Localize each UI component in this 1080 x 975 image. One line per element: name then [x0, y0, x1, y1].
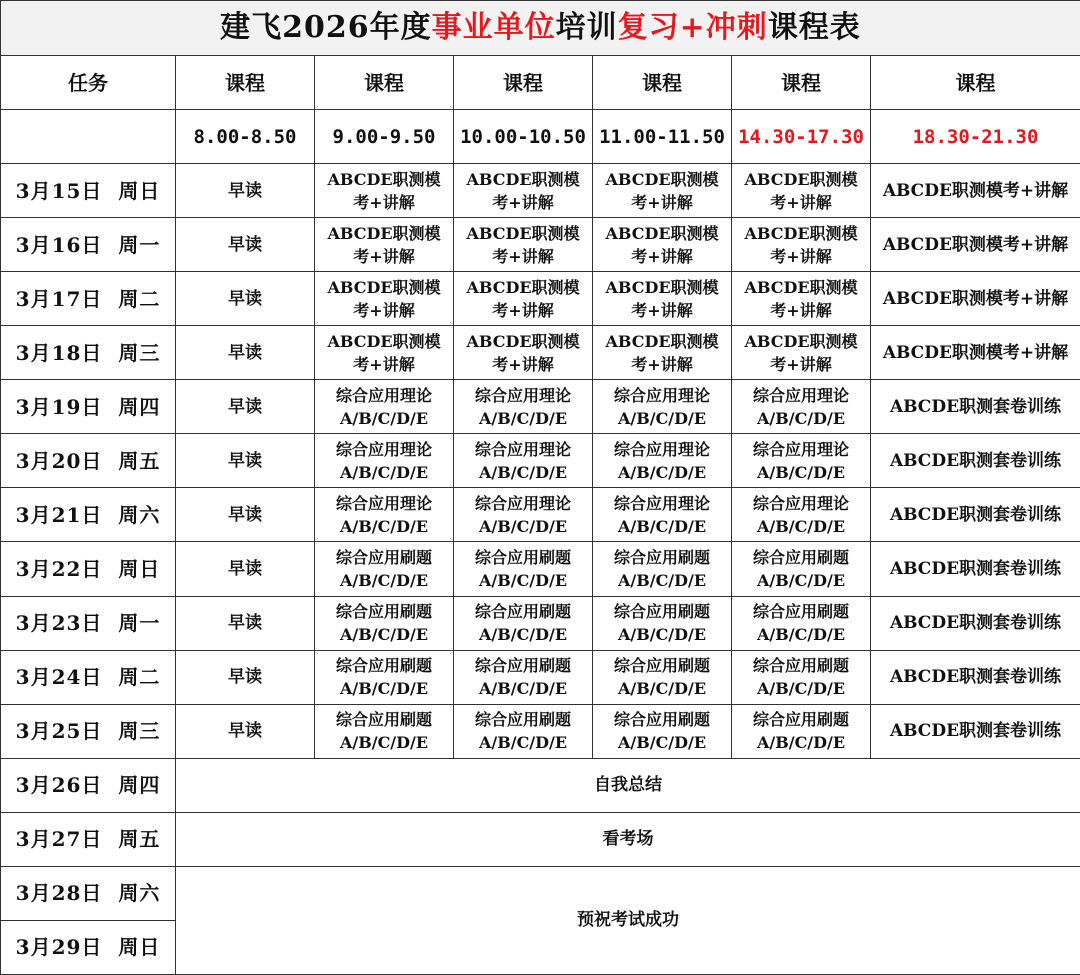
course-cell: [732, 380, 871, 434]
cell-line-2: A/B/C/D/E: [756, 625, 846, 645]
cell-line-2: A/B/C/D/E: [756, 733, 846, 753]
cell-line-1: ABCDE职测模: [327, 331, 441, 351]
cell-line-2: A/B/C/D/E: [339, 462, 429, 482]
date-cell: 3月16日 周一: [1, 218, 176, 272]
cell-line-2: A/B/C/D/E: [617, 462, 707, 482]
title-text-3: 培训: [555, 10, 618, 46]
table-row: [1, 380, 1080, 434]
course-cell: [454, 488, 593, 542]
cell-line-2: A/B/C/D/E: [617, 625, 707, 645]
table-row: [1, 596, 1080, 650]
course-cell: [593, 650, 732, 704]
cell-line-1: 综合应用刷题: [752, 656, 849, 676]
cell-line-1: 综合应用刷题: [335, 656, 432, 676]
table-row: [1, 434, 1080, 488]
cell-line-1: ABCDE职测模: [605, 277, 719, 297]
header-course-3: 课程: [454, 56, 593, 110]
cell-line-1: ABCDE职测模: [605, 223, 719, 243]
cell-line-1: ABCDE职测模: [466, 331, 580, 351]
cell-line-1: 综合应用理论: [613, 385, 710, 405]
header-task: 任务: [1, 56, 176, 110]
cell-line-2: 考+讲解: [492, 300, 554, 320]
cell-line-1: 综合应用理论: [752, 493, 849, 513]
cell-line-1: 综合应用刷题: [335, 710, 432, 730]
cell-line-1: 综合应用理论: [613, 493, 710, 513]
cell-line-2: A/B/C/D/E: [478, 516, 568, 536]
cell-line-2: 考+讲解: [770, 300, 832, 320]
evening-cell: ABCDE职测套卷训练: [871, 380, 1080, 434]
early-reading-cell: 早读: [176, 704, 315, 758]
course-cell: [732, 650, 871, 704]
evening-cell: ABCDE职测套卷训练: [871, 650, 1080, 704]
cell-line-2: A/B/C/D/E: [617, 679, 707, 699]
course-cell: [732, 434, 871, 488]
cell-line-1: 综合应用理论: [474, 439, 571, 459]
course-cell: [593, 542, 732, 596]
course-cell: [454, 164, 593, 218]
evening-cell: ABCDE职测套卷训练: [871, 542, 1080, 596]
cell-line-1: 综合应用理论: [335, 385, 432, 405]
evening-cell: ABCDE职测模考+讲解: [871, 326, 1080, 380]
course-cell: [454, 704, 593, 758]
table-row: [1, 704, 1080, 758]
cell-line-1: ABCDE职测模: [744, 223, 858, 243]
time-slot-4: 11.00-11.50: [593, 110, 732, 164]
cell-line-1: ABCDE职测模: [327, 223, 441, 243]
course-cell: [454, 542, 593, 596]
cell-line-2: A/B/C/D/E: [617, 516, 707, 536]
cell-line-1: 综合应用理论: [335, 493, 432, 513]
cell-line-2: 考+讲解: [353, 246, 415, 266]
course-cell: [732, 218, 871, 272]
cell-line-1: ABCDE职测模: [327, 169, 441, 189]
evening-cell: ABCDE职测套卷训练: [871, 434, 1080, 488]
page-title: [1, 1, 1080, 56]
cell-line-2: A/B/C/D/E: [617, 570, 707, 590]
evening-cell: ABCDE职测套卷训练: [871, 488, 1080, 542]
cell-line-1: ABCDE职测模: [744, 169, 858, 189]
date-cell: 3月19日 周四: [1, 380, 176, 434]
time-slot-1: 8.00-8.50: [176, 110, 315, 164]
table-row: [1, 488, 1080, 542]
course-cell: [593, 164, 732, 218]
title-text-2: 事业单位: [431, 10, 556, 46]
evening-cell: ABCDE职测模考+讲解: [871, 272, 1080, 326]
evening-cell: ABCDE职测模考+讲解: [871, 218, 1080, 272]
table-row: [1, 758, 1080, 812]
cell-line-2: A/B/C/D/E: [339, 679, 429, 699]
table-row: [1, 866, 1080, 920]
course-cell: [593, 596, 732, 650]
cell-line-2: A/B/C/D/E: [339, 570, 429, 590]
course-cell: [593, 488, 732, 542]
cell-line-2: 考+讲解: [492, 192, 554, 212]
date-cell: 3月18日 周三: [1, 326, 176, 380]
cell-line-1: ABCDE职测模: [744, 331, 858, 351]
title-text-5: 课程表: [767, 10, 861, 46]
early-reading-cell: 早读: [176, 596, 315, 650]
course-cell: [315, 704, 454, 758]
course-cell: [454, 596, 593, 650]
course-cell: [315, 164, 454, 218]
cell-line-2: A/B/C/D/E: [478, 462, 568, 482]
cell-line-2: 考+讲解: [631, 246, 693, 266]
cell-line-2: 考+讲解: [631, 300, 693, 320]
early-reading-cell: 早读: [176, 488, 315, 542]
cell-line-1: 综合应用刷题: [474, 656, 571, 676]
cell-line-1: 综合应用理论: [474, 385, 571, 405]
header-course-4: 课程: [593, 56, 732, 110]
course-cell: [732, 164, 871, 218]
cell-line-1: ABCDE职测模: [466, 223, 580, 243]
date-cell: 3月22日 周日: [1, 542, 176, 596]
course-cell: [315, 650, 454, 704]
table-row: [1, 218, 1080, 272]
cell-line-2: 考+讲解: [631, 354, 693, 374]
cell-line-2: A/B/C/D/E: [339, 625, 429, 645]
cell-line-2: A/B/C/D/E: [756, 570, 846, 590]
table-row: [1, 542, 1080, 596]
course-cell: [732, 488, 871, 542]
table-row: [1, 272, 1080, 326]
time-slot-6: 18.30-21.30: [871, 110, 1080, 164]
cell-line-2: A/B/C/D/E: [756, 408, 846, 428]
early-reading-cell: 早读: [176, 380, 315, 434]
cell-line-1: 综合应用刷题: [752, 710, 849, 730]
cell-line-2: A/B/C/D/E: [478, 733, 568, 753]
evening-cell: ABCDE职测套卷训练: [871, 704, 1080, 758]
cell-line-2: 考+讲解: [353, 354, 415, 374]
time-slot-5: 14.30-17.30: [732, 110, 871, 164]
course-cell: [454, 650, 593, 704]
cell-line-1: 综合应用刷题: [613, 602, 710, 622]
time-row: [1, 110, 1080, 164]
course-cell: [315, 218, 454, 272]
header-course-6: 课程: [871, 56, 1080, 110]
cell-line-1: 综合应用理论: [474, 493, 571, 513]
date-cell: 3月29日 周日: [1, 920, 176, 974]
cell-line-1: ABCDE职测模: [605, 169, 719, 189]
date-cell: 3月26日 周四: [1, 758, 176, 812]
date-cell: 3月15日 周日: [1, 164, 176, 218]
course-cell: [732, 704, 871, 758]
header-course-5: 课程: [732, 56, 871, 110]
early-reading-cell: 早读: [176, 434, 315, 488]
cell-line-1: 综合应用刷题: [752, 547, 849, 567]
cell-line-2: A/B/C/D/E: [478, 679, 568, 699]
evening-cell: ABCDE职测模考+讲解: [871, 164, 1080, 218]
merged-cell: 预祝考试成功: [176, 866, 1080, 974]
course-cell: [593, 326, 732, 380]
course-cell: [593, 218, 732, 272]
cell-line-2: 考+讲解: [770, 246, 832, 266]
title-text-1: 建飞2026年度: [220, 10, 432, 46]
early-reading-cell: 早读: [176, 272, 315, 326]
course-cell: [315, 380, 454, 434]
cell-line-1: 综合应用刷题: [474, 602, 571, 622]
cell-line-1: 综合应用刷题: [613, 656, 710, 676]
course-cell: [315, 596, 454, 650]
header-course-1: 课程: [176, 56, 315, 110]
cell-line-2: 考+讲解: [353, 192, 415, 212]
evening-cell: ABCDE职测套卷训练: [871, 596, 1080, 650]
cell-line-1: 综合应用理论: [752, 439, 849, 459]
merged-cell: 自我总结: [176, 758, 1080, 812]
cell-line-1: ABCDE职测模: [466, 169, 580, 189]
time-slot-3: 10.00-10.50: [454, 110, 593, 164]
cell-line-2: 考+讲解: [770, 192, 832, 212]
cell-line-1: ABCDE职测模: [744, 277, 858, 297]
course-cell: [593, 380, 732, 434]
time-row-blank: [1, 110, 176, 164]
cell-line-2: A/B/C/D/E: [756, 679, 846, 699]
course-cell: [454, 272, 593, 326]
course-cell: [732, 326, 871, 380]
cell-line-1: 综合应用理论: [752, 385, 849, 405]
merged-cell: 看考场: [176, 812, 1080, 866]
cell-line-2: A/B/C/D/E: [339, 516, 429, 536]
time-slot-2: 9.00-9.50: [315, 110, 454, 164]
course-cell: [315, 326, 454, 380]
course-cell: [454, 380, 593, 434]
course-cell: [593, 434, 732, 488]
date-cell: 3月28日 周六: [1, 866, 176, 920]
date-cell: 3月25日 周三: [1, 704, 176, 758]
cell-line-2: A/B/C/D/E: [478, 408, 568, 428]
cell-line-2: 考+讲解: [770, 354, 832, 374]
cell-line-1: ABCDE职测模: [605, 331, 719, 351]
course-cell: [732, 272, 871, 326]
course-cell: [454, 326, 593, 380]
cell-line-1: ABCDE职测模: [466, 277, 580, 297]
cell-line-2: A/B/C/D/E: [339, 408, 429, 428]
cell-line-1: 综合应用刷题: [474, 710, 571, 730]
early-reading-cell: 早读: [176, 650, 315, 704]
date-cell: 3月21日 周六: [1, 488, 176, 542]
date-cell: 3月20日 周五: [1, 434, 176, 488]
date-cell: 3月17日 周二: [1, 272, 176, 326]
course-cell: [315, 272, 454, 326]
table-row: [1, 326, 1080, 380]
course-cell: [593, 272, 732, 326]
early-reading-cell: 早读: [176, 542, 315, 596]
early-reading-cell: 早读: [176, 218, 315, 272]
course-cell: [593, 704, 732, 758]
cell-line-1: 综合应用刷题: [335, 602, 432, 622]
cell-line-1: 综合应用刷题: [752, 602, 849, 622]
cell-line-1: ABCDE职测模: [327, 277, 441, 297]
date-cell: 3月27日 周五: [1, 812, 176, 866]
cell-line-1: 综合应用理论: [613, 439, 710, 459]
course-cell: [315, 542, 454, 596]
cell-line-2: 考+讲解: [492, 246, 554, 266]
header-row: [1, 56, 1080, 110]
table-row: [1, 650, 1080, 704]
course-cell: [454, 434, 593, 488]
cell-line-1: 综合应用刷题: [613, 547, 710, 567]
course-cell: [732, 542, 871, 596]
course-cell: [454, 218, 593, 272]
header-course-2: 课程: [315, 56, 454, 110]
cell-line-2: A/B/C/D/E: [756, 516, 846, 536]
course-cell: [732, 596, 871, 650]
cell-line-1: 综合应用刷题: [335, 547, 432, 567]
table-row: [1, 812, 1080, 866]
date-cell: 3月24日 周二: [1, 650, 176, 704]
course-cell: [315, 488, 454, 542]
cell-line-2: 考+讲解: [492, 354, 554, 374]
cell-line-2: A/B/C/D/E: [478, 625, 568, 645]
table-row: [1, 164, 1080, 218]
cell-line-2: 考+讲解: [353, 300, 415, 320]
early-reading-cell: 早读: [176, 164, 315, 218]
cell-line-1: 综合应用刷题: [613, 710, 710, 730]
title-text-4: 复习+冲刺: [617, 10, 768, 46]
cell-line-2: 考+讲解: [631, 192, 693, 212]
course-cell: [315, 434, 454, 488]
cell-line-2: A/B/C/D/E: [478, 570, 568, 590]
cell-line-2: A/B/C/D/E: [617, 733, 707, 753]
date-cell: 3月23日 周一: [1, 596, 176, 650]
cell-line-1: 综合应用理论: [335, 439, 432, 459]
early-reading-cell: 早读: [176, 326, 315, 380]
cell-line-2: A/B/C/D/E: [339, 733, 429, 753]
cell-line-1: 综合应用刷题: [474, 547, 571, 567]
cell-line-2: A/B/C/D/E: [617, 408, 707, 428]
cell-line-2: A/B/C/D/E: [756, 462, 846, 482]
